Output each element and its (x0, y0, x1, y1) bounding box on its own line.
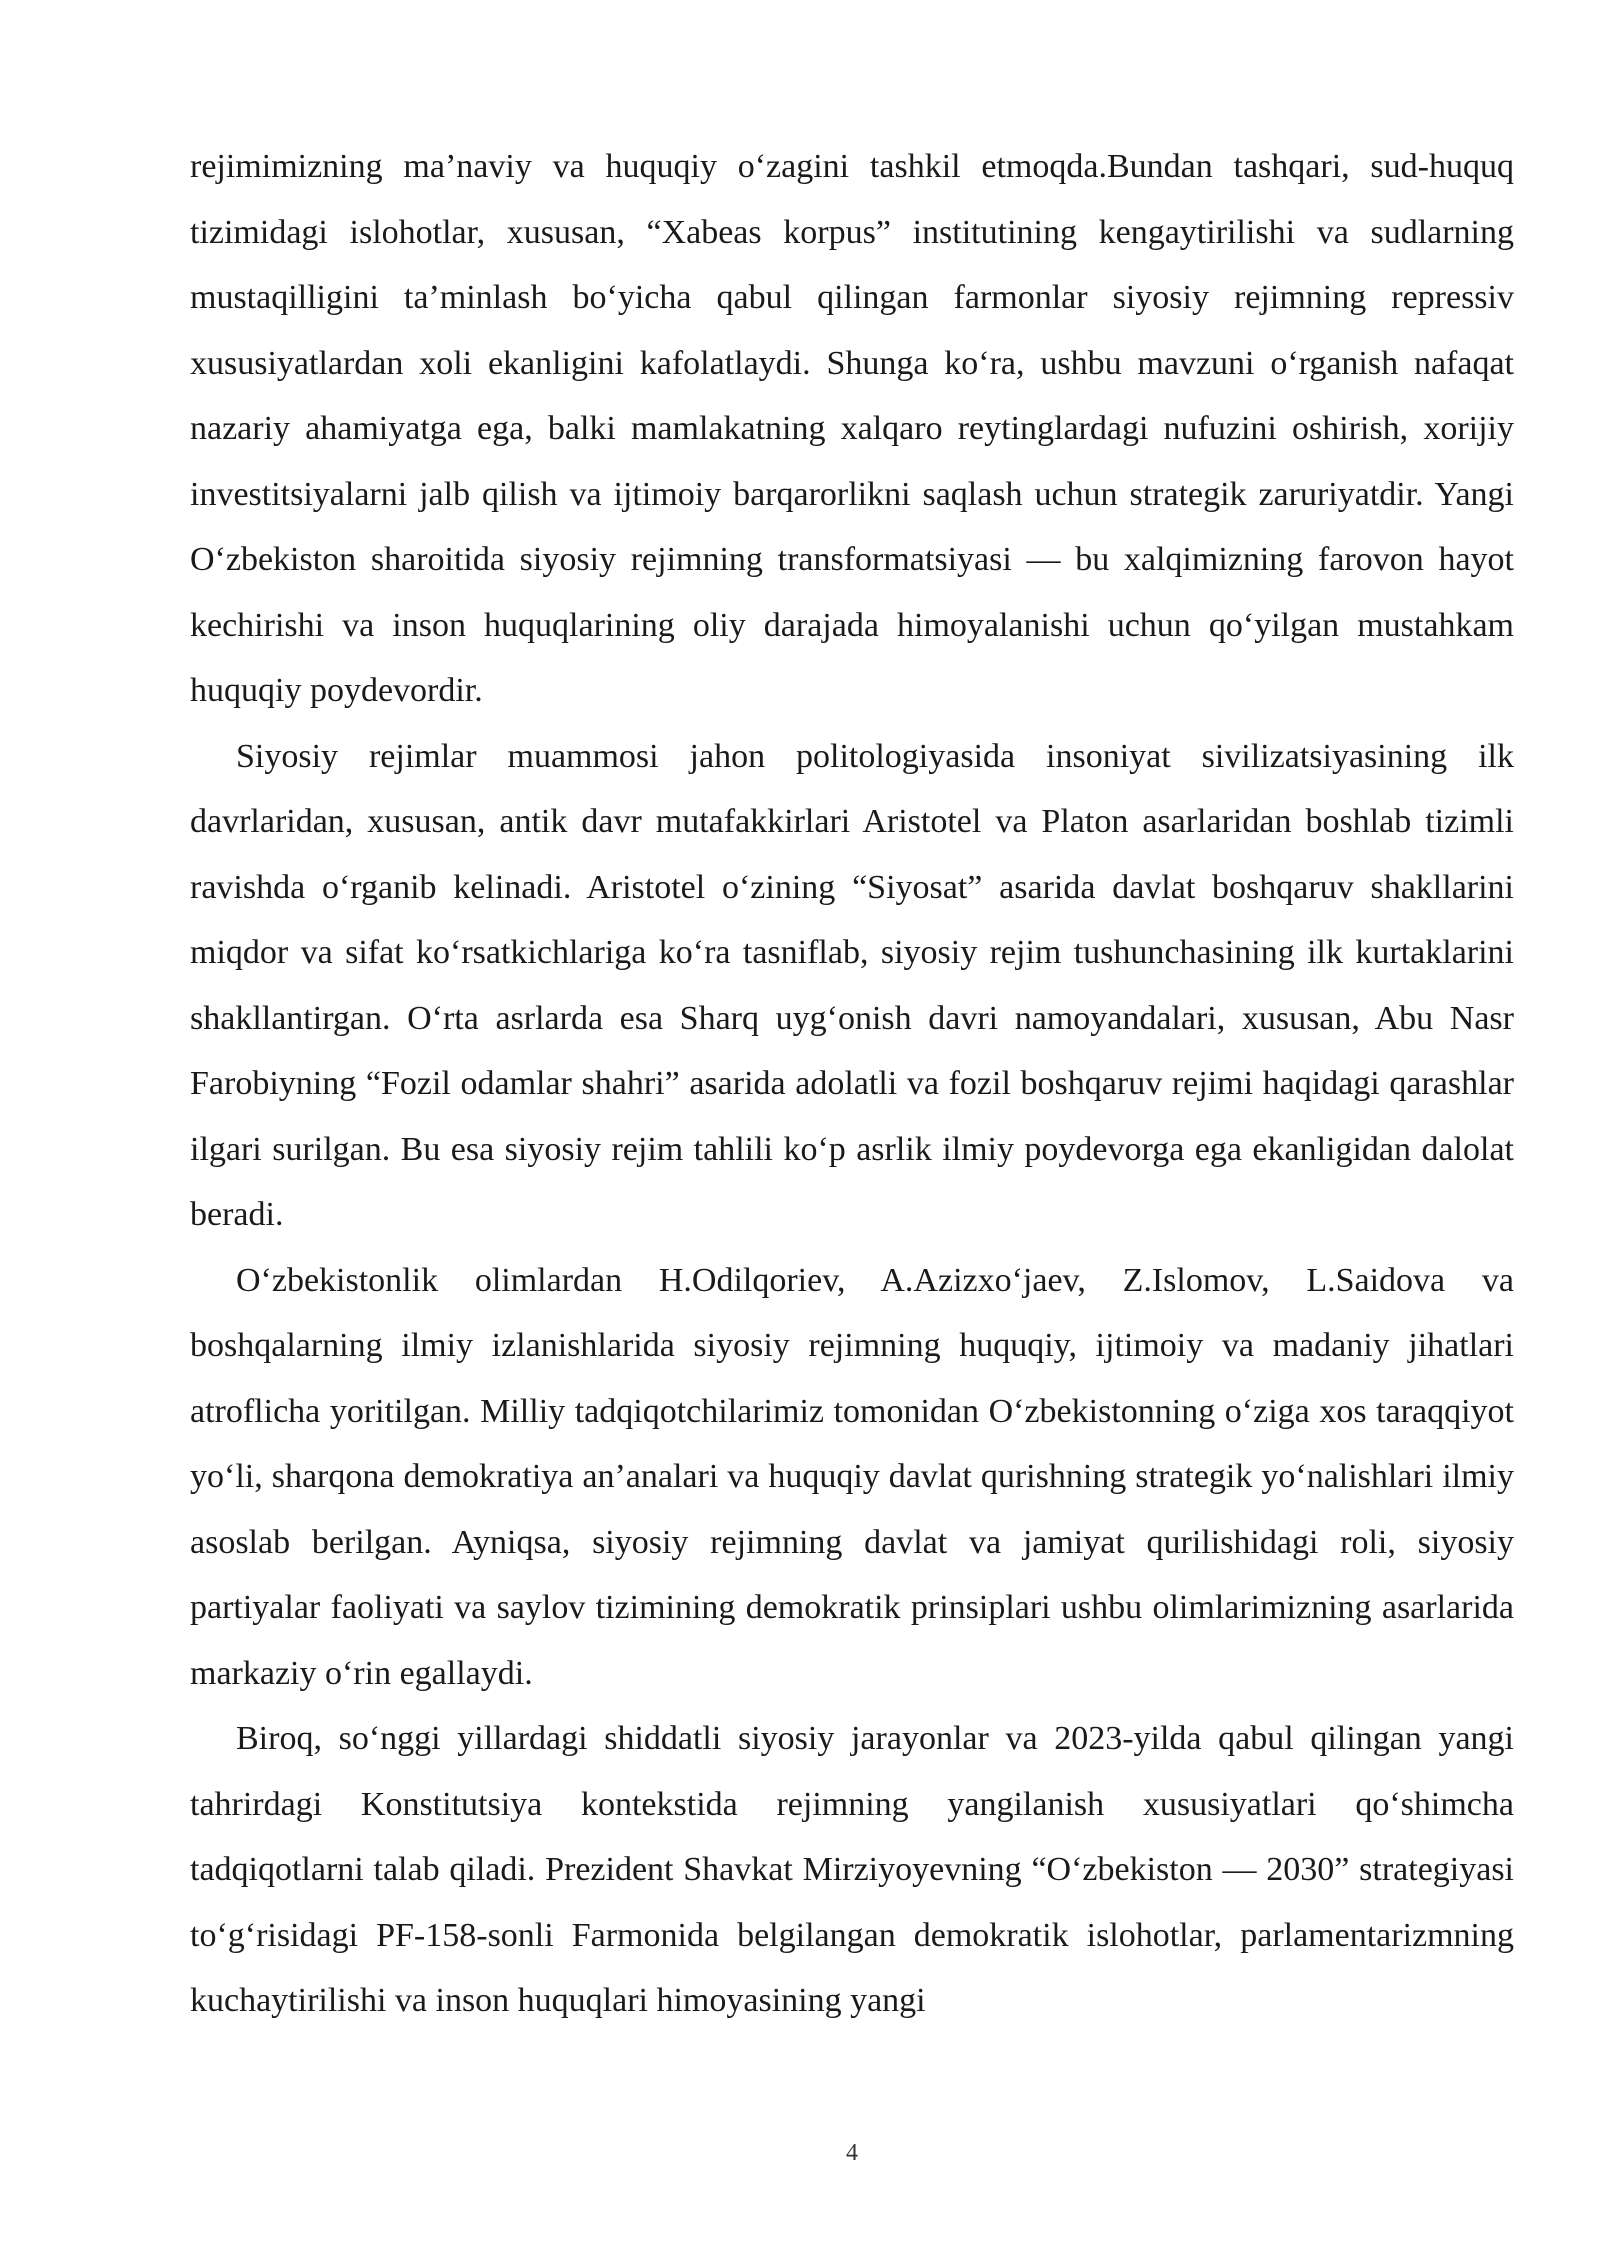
paragraph-continuation: rejimimizning ma’naviy va huquqiy o‘zagini tashkil etmoqda.Bundan tashqari, sud-huquq tizimidagi islohotlar, xususan, “Xabeas korpus” institutining kengaytirilishi va sudlarning mustaqilligini ta’minlash bo‘yicha qabul qilingan farmonlar siyosiy rejimning repressiv xususiyatlardan xoli ekanligini kafolatlaydi. Shunga ko‘ra, ushbu mavzuni o‘rganish nafaqat nazariy ahamiyatga ega, balki mamlakatning xalqaro reytinglardagi nufuzini oshirish, xorijiy investitsiyalarni jalb qilish va ijtimoiy barqarorlikni saqlash uchun strategik zaruriyatdir. Yangi O‘zbekiston sharoitida siyosiy rejimning transformatsiyasi — bu xalqimizning farovon hayot kechirishi va inson huquqlarining oliy darajada himoyalanishi uchun qo‘yilgan mustahkam huquqiy poydevordir. (190, 148, 1514, 709)
paragraph-biroq: Biroq, so‘nggi yillardagi shiddatli siyosiy jarayonlar va 2023-yilda qabul qilingan yangi tahrirdagi Konstitutsiya kontekstida rejimning yangilanish xususiyatlari qo‘shimcha tadqiqotlarni talab qiladi. Prezident Shavkat Mirziyoyevning “O‘zbekiston — 2030” strategiyasi to‘g‘risidagi PF-158-sonli Farmonida belgilangan demokratik islohotlar, parlamentarizmning kuchaytirilishi va inson huquqlari himoyasining yangi (190, 1720, 1514, 2019)
paragraph-siyosiy-rejimlar: Siyosiy rejimlar muammosi jahon politologiyasida insoniyat sivilizatsiyasining ilk davrlaridan, xususan, antik davr mutafakkirlari Aristotel va Platon asarlaridan boshlab tizimli ravishda o‘rganib kelinadi. Aristotel o‘zining “Siyosat” asarida davlat boshqaruv shakllarini miqdor va sifat ko‘rsatkichlariga ko‘ra tasniflab, siyosiy rejim tushunchasining ilk kurtaklarini shakllantirgan. O‘rta asrlarda esa Sharq uyg‘onish davri namoyandalari, xususan, Abu Nasr Farobiyning “Fozil odamlar shahri” asarida adolatli va fozil boshqaruv rejimi haqidagi qarashlar ilgari surilgan. Bu esa siyosiy rejim tahlili ko‘p asrlik ilmiy poydevorga ega ekanligidan dalolat beradi. (190, 737, 1514, 1233)
page-number: 4 (846, 2140, 858, 2166)
paragraph-ozbekistonlik-olimlar: O‘zbekistonlik olimlardan H.Odilqoriev, A.Azizxo‘jaev, Z.Islomov, L.Saidova va boshqalarning ilmiy izlanishlarida siyosiy rejimning huquqiy, ijtimoiy va madaniy jihatlari atroflicha yoritilgan. Milliy tadqiqotchilarimiz tomonidan O‘zbekistonning o‘ziga xos taraqqiyot yo‘li, sharqona demokratiya an’analari va huquqiy davlat qurishning strategik yo‘nalishlari ilmiy asoslab berilgan. Ayniqsa, siyosiy rejimning davlat va jamiyat qurilishidagi roli, siyosiy partiyalar faoliyati va saylov tizimining demokratik prinsiplari ushbu olimlarimizning asarlarida markaziy o‘rin egallaydi. (190, 1261, 1514, 1692)
body-text (190, 134, 1514, 2034)
